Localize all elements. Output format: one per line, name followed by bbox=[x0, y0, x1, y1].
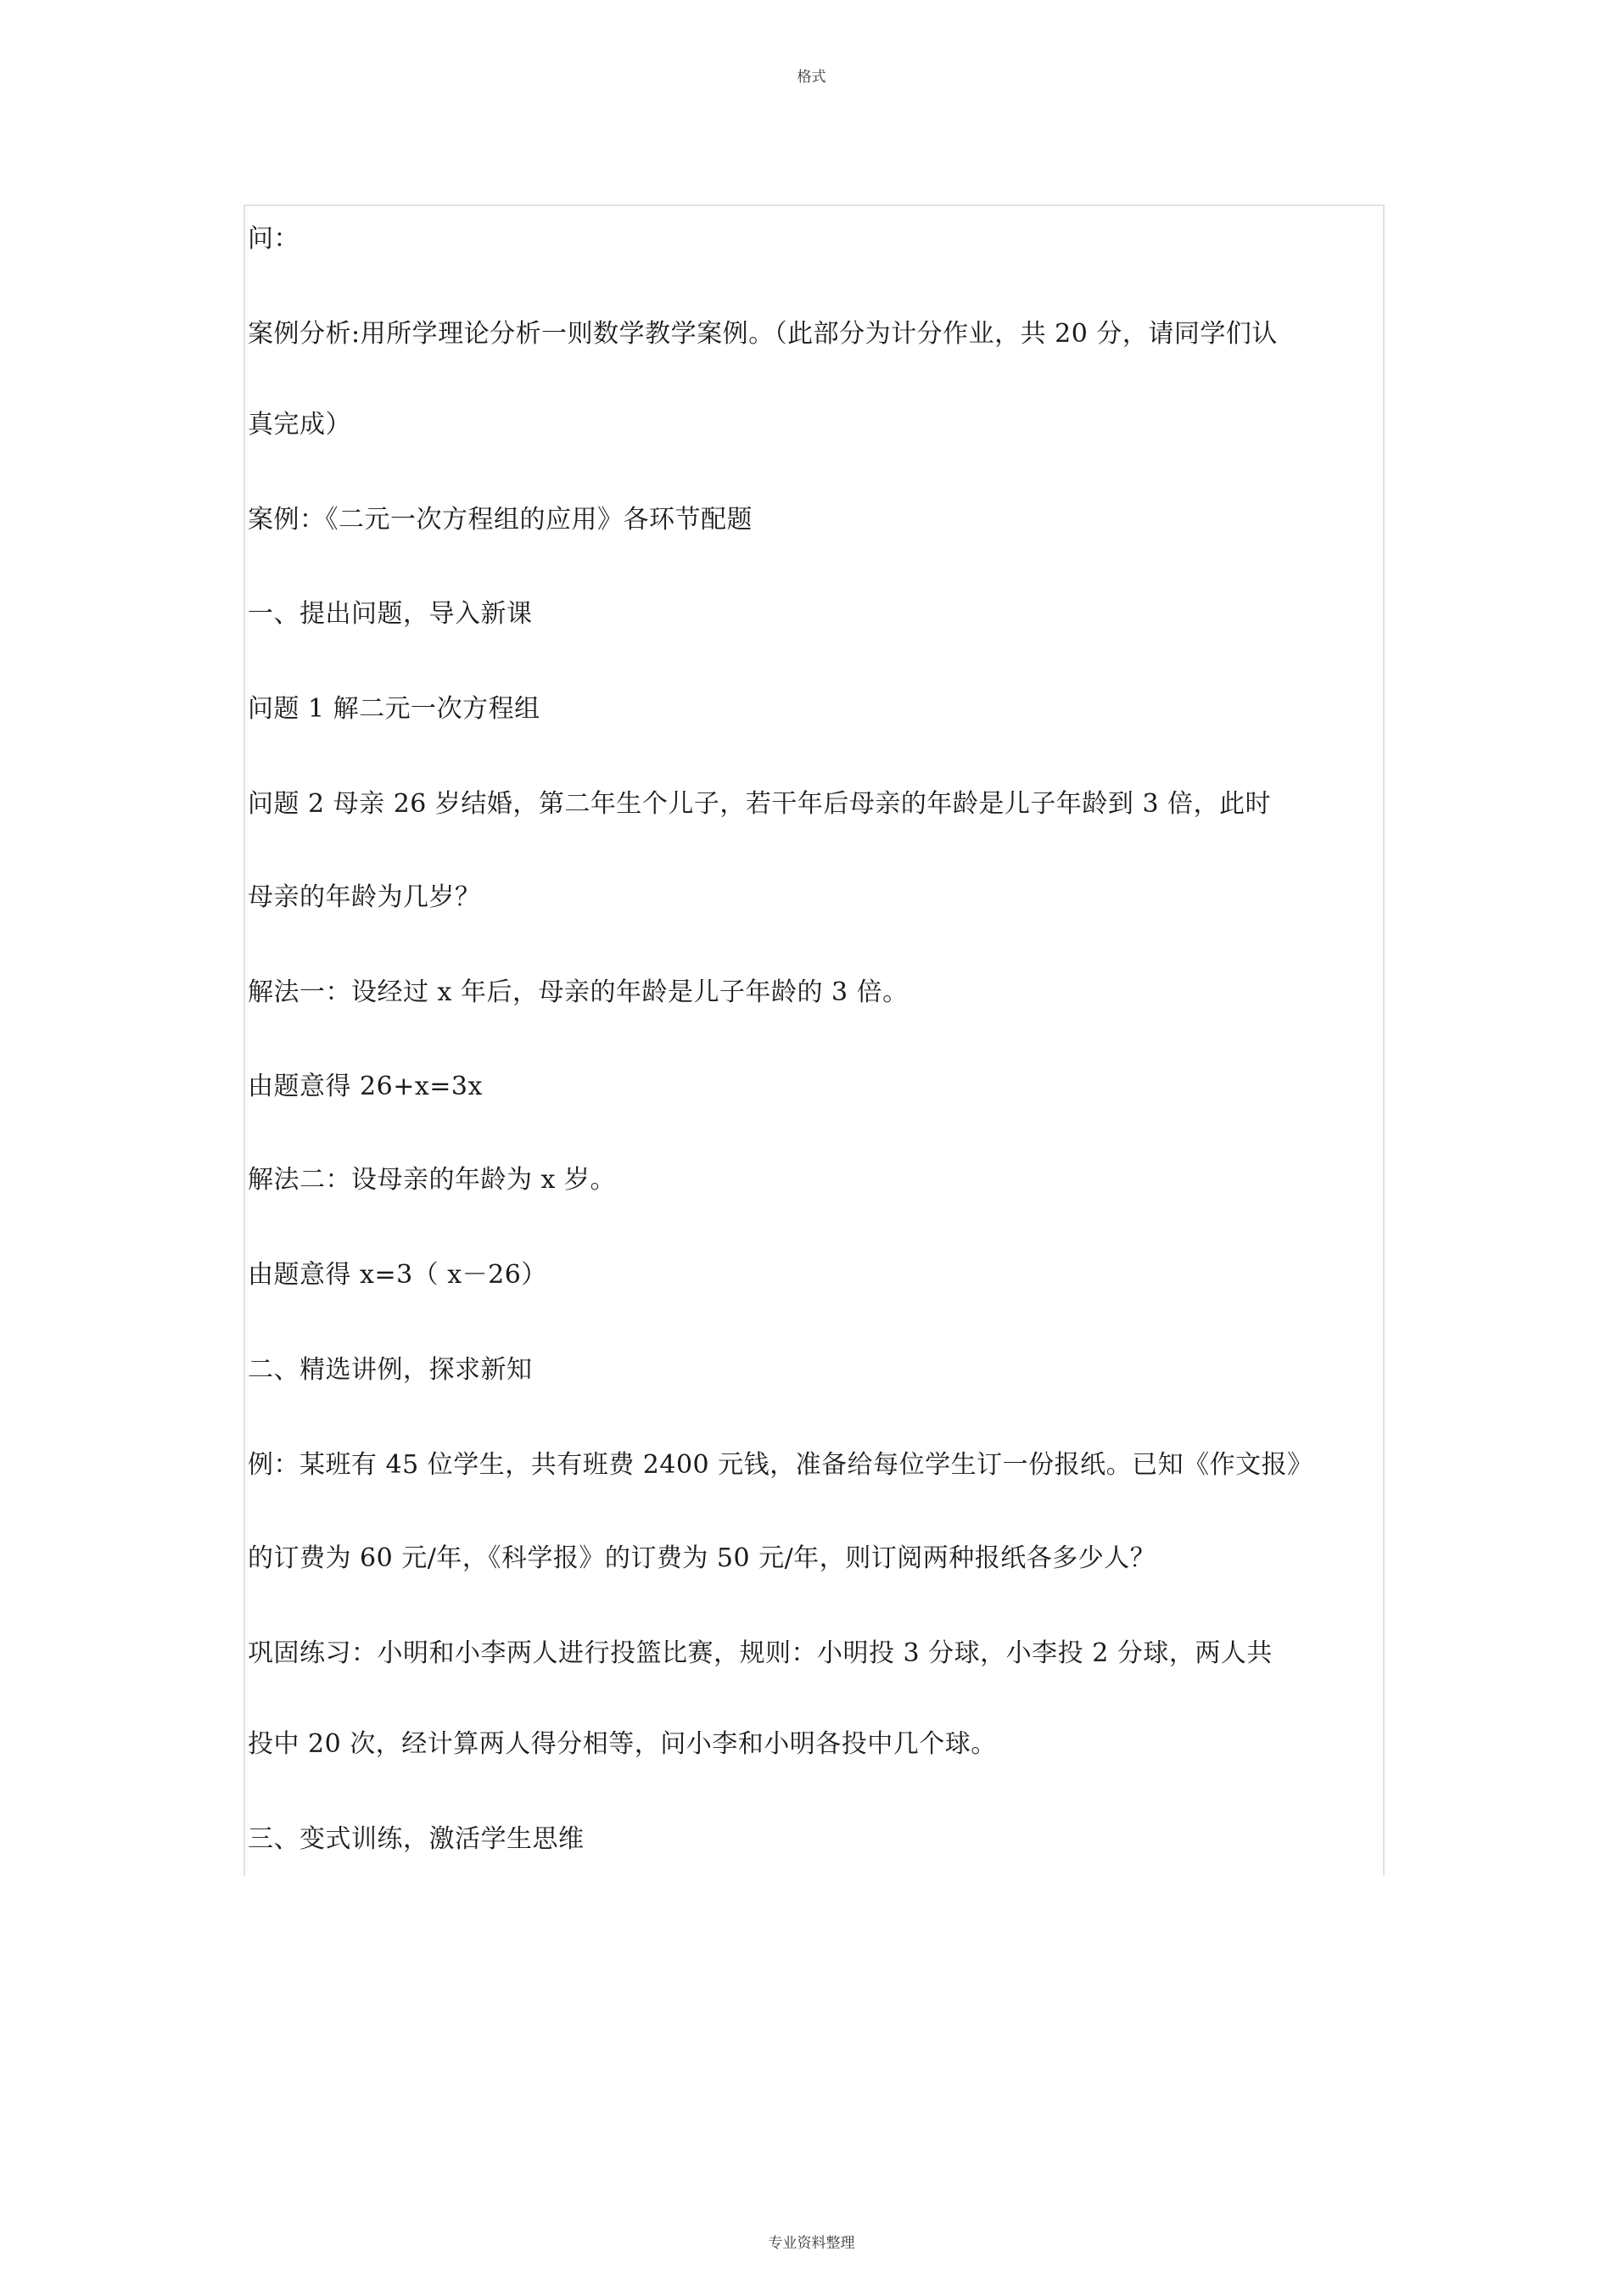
text-line: 由题意得 26+x=3x bbox=[248, 1072, 483, 1101]
text-line: 真完成） bbox=[248, 410, 351, 440]
section-heading: 三、变式训练，激活学生思维 bbox=[248, 1824, 585, 1854]
section-heading: 二、精选讲例，探求新知 bbox=[248, 1355, 533, 1385]
section-heading: 一、提出问题，导入新课 bbox=[248, 599, 533, 629]
text-line: 巩固练习：小明和小李两人进行投篮比赛，规则：小明投 3 分球，小李投 2 分球，两人共 bbox=[248, 1638, 1273, 1668]
text-line: 案例：《二元一次方程组的应用》各环节配题 bbox=[248, 505, 753, 535]
text-line: 由题意得 x=3（ x－26） bbox=[248, 1260, 547, 1290]
text-line: 母亲的年龄为几岁？ bbox=[248, 882, 481, 912]
text-line: 案例分析:用所学理论分析一则数学教学案例。（此部分为计分作业，共 20 分，请同学们认 bbox=[248, 319, 1278, 349]
text-line: 问题 1 解二元一次方程组 bbox=[248, 694, 540, 724]
text-line: 问题 2 母亲 26 岁结婚，第二年生个儿子，若干年后母亲的年龄是儿子年龄到 3 倍，此时 bbox=[248, 789, 1272, 819]
page-footer: 专业资料整理 bbox=[768, 2235, 855, 2252]
page-header: 格式 bbox=[797, 69, 826, 86]
text-line: 解法二：设母亲的年龄为 x 岁。 bbox=[248, 1165, 616, 1195]
content-frame bbox=[243, 204, 1385, 1876]
text-line: 例：某班有 45 位学生，共有班费 2400 元钱，准备给每位学生订一份报纸。已知《作文报》 bbox=[248, 1450, 1313, 1480]
text-line: 投中 20 次，经计算两人得分相等，问小李和小明各投中几个球。 bbox=[248, 1729, 997, 1759]
text-line: 问： bbox=[248, 224, 299, 254]
text-line: 的订费为 60 元/年，《科学报》的订费为 50 元/年，则订阅两种报纸各多少人？ bbox=[248, 1543, 1156, 1573]
text-line: 解法一：设经过 x 年后，母亲的年龄是儿子年龄的 3 倍。 bbox=[248, 977, 909, 1007]
